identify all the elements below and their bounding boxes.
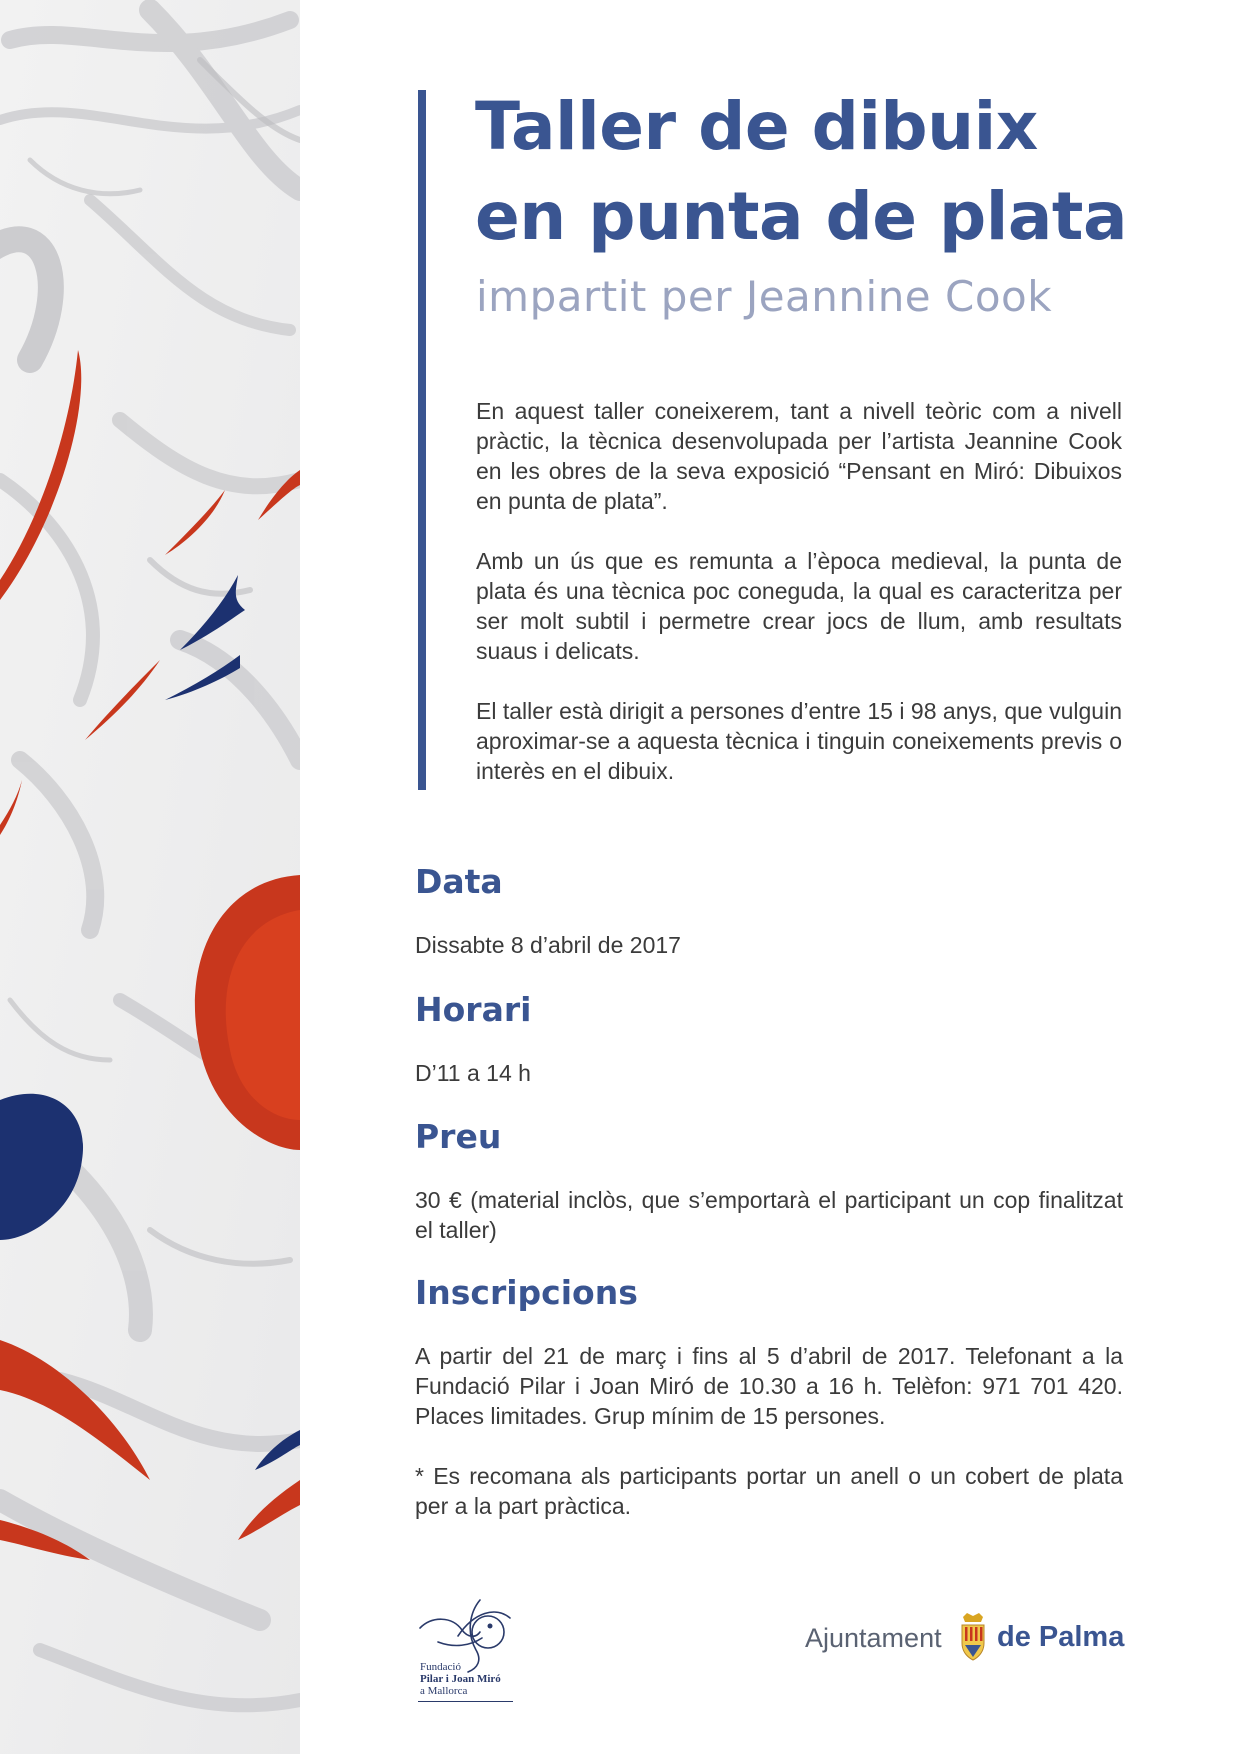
intro-paragraph: El taller està dirigit a persones d’entre 15 i 98 anys, que vulguin aproximar-se a aquesta tècnica i tinguin coneixements previs o interès en el dibuix. <box>476 698 1122 784</box>
section-horari <box>415 990 1123 1088</box>
fundacio-miro-text <box>420 1661 501 1697</box>
section-heading: Inscripcions <box>415 1273 638 1312</box>
intro-paragraph: En aquest taller coneixerem, tant a nivell teòric com a nivell pràctic, la tècnica desenvolupada per l’artista Jeannine Cook en les obres de la seva exposició “Pensant en Miró: Dibuixos en punta de plata”. <box>476 398 1122 514</box>
fundacio-line-3: a Mallorca <box>420 1685 468 1697</box>
section-heading: Data <box>415 862 503 901</box>
section-value: 30 € (material inclòs, que s’emportarà el participant un cop finalitzat el taller) <box>415 1187 1123 1243</box>
section-value: D’11 a 14 h <box>415 1060 531 1086</box>
section-value: A partir del 21 de març i fins al 5 d’abril de 2017. Telefonant a la Fundació Pilar i Joan Miró de 10.30 a 16 h. Telèfon: 971 701 420. Places limitades. Grup mínim de 15 persones. <box>415 1343 1123 1429</box>
section-heading: Horari <box>415 990 532 1029</box>
intro-text <box>476 396 1122 816</box>
section-inscripcions <box>415 1273 1123 1521</box>
section-heading: Preu <box>415 1117 502 1156</box>
section-preu <box>415 1117 1123 1245</box>
title-line-1: Taller de dibuix <box>475 88 1038 165</box>
fundacio-line-2: Pilar i Joan Miró <box>420 1673 501 1685</box>
ajuntament-label: Ajuntament <box>805 1623 942 1653</box>
accent-bar <box>418 90 426 790</box>
de-palma-label: de Palma <box>997 1621 1125 1653</box>
title-line-2: en punta de plata <box>475 178 1127 255</box>
page-subtitle: impartit per Jeannine Cook <box>476 272 1053 321</box>
fundacio-line-1: Fundació <box>420 1661 461 1673</box>
decorative-artwork <box>0 0 300 1754</box>
section-value: Dissabte 8 d’abril de 2017 <box>415 932 681 958</box>
section-note: * Es recomana als participants portar un anell o un cobert de plata per a la part pràctica. <box>415 1463 1123 1519</box>
fundacio-underline <box>418 1701 513 1702</box>
intro-paragraph: Amb un ús que es remunta a l’època medieval, la punta de plata és una tècnica poc coneguda, la qual es caracteritza per ser molt subtil i permetre crear jocs de llum, amb resultats suaus i delicats. <box>476 548 1122 664</box>
coat-of-arms-icon <box>957 1613 989 1661</box>
ajuntament-palma-logo <box>805 1613 1125 1663</box>
page-title <box>475 82 1175 262</box>
section-data <box>415 862 1123 960</box>
